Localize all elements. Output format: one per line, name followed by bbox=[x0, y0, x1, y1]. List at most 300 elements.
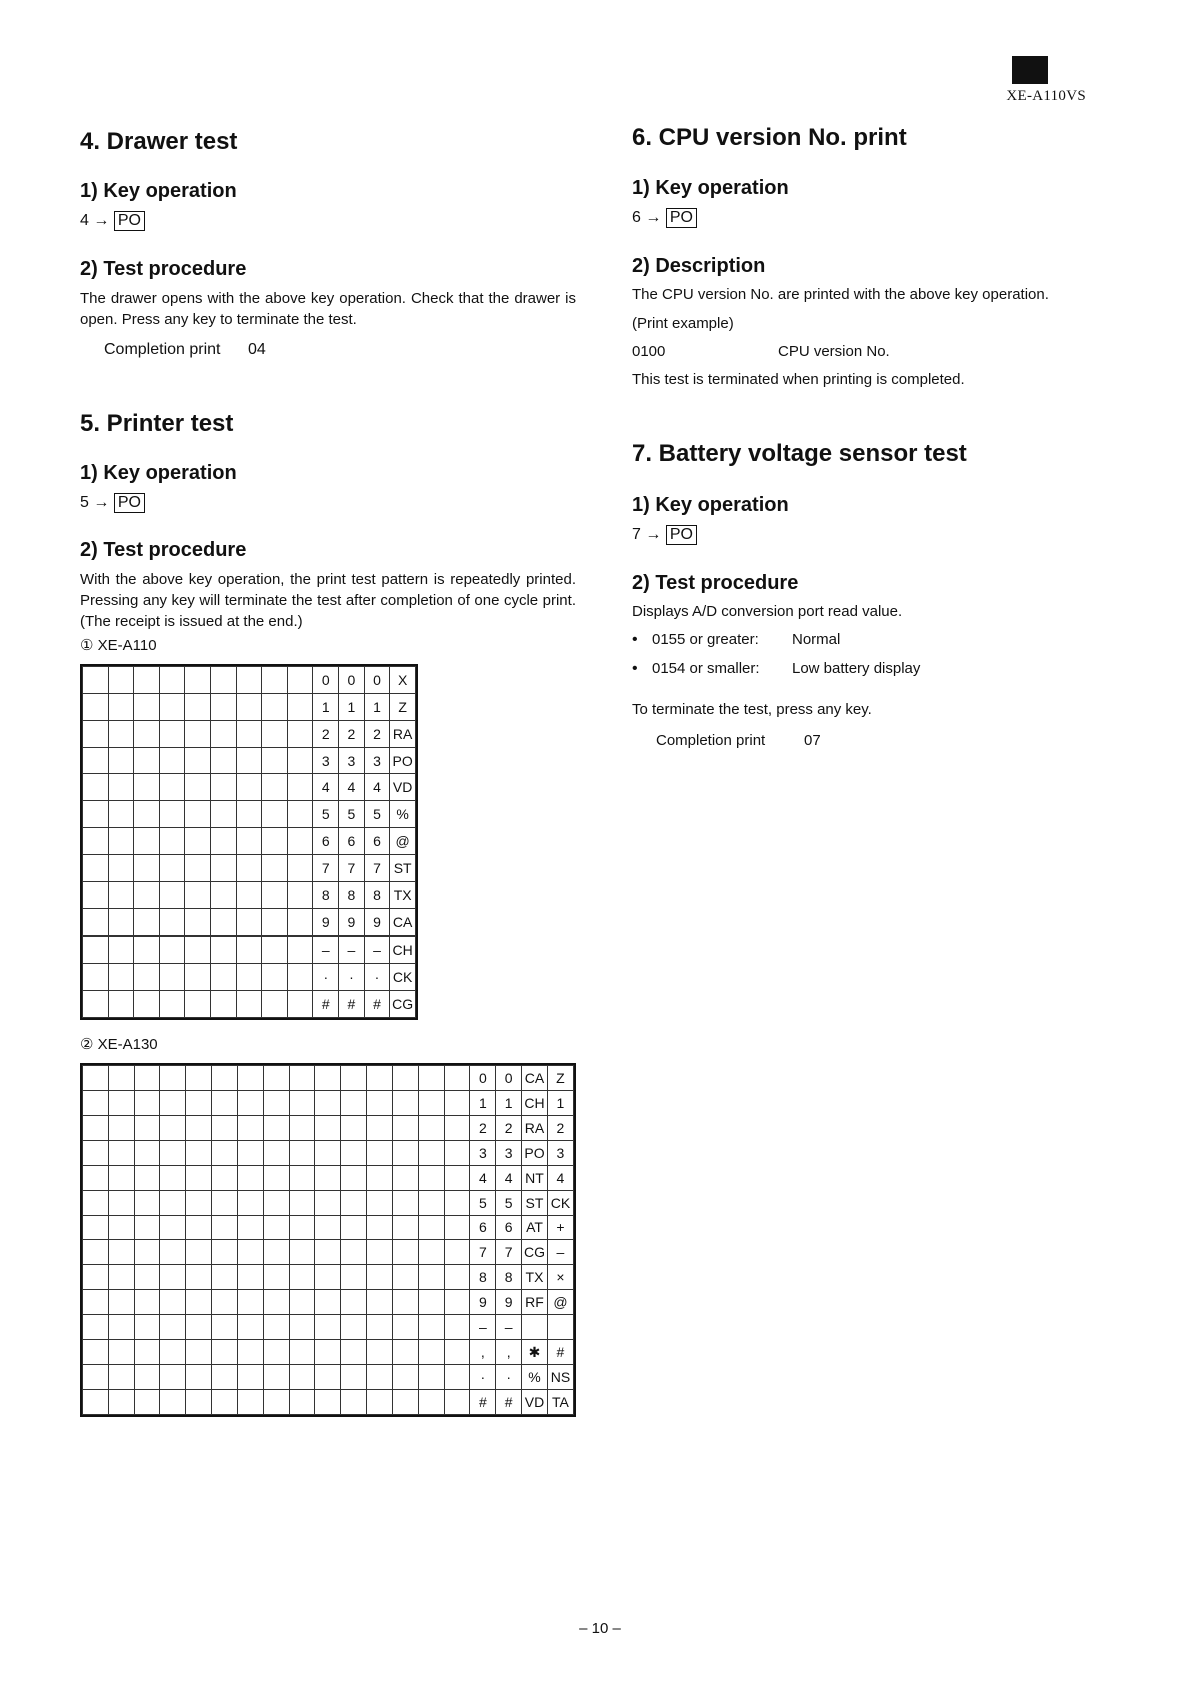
grid-empty-cell bbox=[237, 1389, 263, 1414]
grid-row bbox=[83, 1165, 574, 1190]
grid-empty-cell bbox=[134, 1115, 160, 1140]
grid-empty-cell bbox=[134, 1240, 160, 1265]
grid-empty-cell bbox=[134, 801, 160, 828]
grid-value-cell: # bbox=[339, 991, 365, 1018]
grid-value-cell: · bbox=[364, 964, 390, 991]
sec7-completion-label: Completion print bbox=[656, 732, 766, 749]
grid-row bbox=[83, 1215, 574, 1240]
grid-empty-cell bbox=[83, 1165, 109, 1190]
grid-empty-cell bbox=[134, 774, 160, 801]
grid-value-cell: ST bbox=[522, 1190, 548, 1215]
grid-empty-cell bbox=[237, 1290, 263, 1315]
grid-empty-cell bbox=[83, 774, 109, 801]
arrow-icon: → bbox=[93, 494, 110, 511]
grid-empty-cell bbox=[392, 1115, 418, 1140]
grid-empty-cell bbox=[134, 1389, 160, 1414]
grid-value-cell: NT bbox=[522, 1165, 548, 1190]
grid-empty-cell bbox=[418, 1340, 444, 1365]
grid-empty-cell bbox=[341, 1365, 367, 1390]
grid-empty-cell bbox=[237, 1115, 263, 1140]
grid-value-cell: 2 bbox=[313, 720, 339, 747]
grid-empty-cell bbox=[134, 720, 160, 747]
grid-value-cell: · bbox=[496, 1365, 522, 1390]
grid-value-cell: , bbox=[470, 1340, 496, 1365]
grid-empty-cell bbox=[134, 1340, 160, 1365]
sec4-proc-text: The drawer opens with the above key operation. Check that the drawer is open. Press any key to terminate the test. bbox=[80, 290, 576, 328]
sec4-title: 4. Drawer test bbox=[80, 128, 238, 155]
grid-empty-cell bbox=[108, 1140, 134, 1165]
print-pattern-grid-xe-a130 bbox=[80, 1063, 576, 1417]
grid-empty-cell bbox=[185, 881, 211, 908]
grid-empty-cell bbox=[134, 828, 160, 855]
grid-value-cell: CA bbox=[522, 1066, 548, 1091]
grid-value-cell: 1 bbox=[470, 1090, 496, 1115]
grid-empty-cell bbox=[392, 1265, 418, 1290]
grid-empty-cell bbox=[444, 1365, 470, 1390]
grid-empty-cell bbox=[185, 828, 211, 855]
grid-empty-cell bbox=[341, 1140, 367, 1165]
grid-empty-cell bbox=[289, 1090, 315, 1115]
grid-empty-cell bbox=[444, 1115, 470, 1140]
grid-empty-cell bbox=[160, 1066, 186, 1091]
grid-value-cell: VD bbox=[522, 1389, 548, 1414]
grid-empty-cell bbox=[211, 801, 237, 828]
grid-empty-cell bbox=[289, 1290, 315, 1315]
sec5-key-digit: 5 bbox=[80, 494, 89, 511]
grid-value-cell: 7 bbox=[313, 855, 339, 882]
grid-empty-cell bbox=[237, 1190, 263, 1215]
grid-empty-cell bbox=[185, 908, 211, 935]
grid-value-cell: 1 bbox=[339, 693, 365, 720]
grid-empty-cell bbox=[108, 774, 134, 801]
grid-empty-cell bbox=[83, 1066, 109, 1091]
grid-value-cell: , bbox=[496, 1340, 522, 1365]
grid-empty-cell bbox=[367, 1365, 393, 1390]
grid-empty-cell bbox=[444, 1240, 470, 1265]
grid-empty-cell bbox=[315, 1265, 341, 1290]
grid-value-cell: 1 bbox=[313, 693, 339, 720]
grid-empty-cell bbox=[444, 1265, 470, 1290]
grid-value-cell: 8 bbox=[339, 881, 365, 908]
grid-value-cell: 9 bbox=[470, 1290, 496, 1315]
grid-empty-cell bbox=[444, 1389, 470, 1414]
grid-row bbox=[83, 1290, 574, 1315]
grid-empty-cell bbox=[160, 1190, 186, 1215]
grid-row bbox=[83, 801, 416, 828]
grid-value-cell: CG bbox=[522, 1240, 548, 1265]
grid-empty-cell bbox=[392, 1340, 418, 1365]
grid-value-cell: – bbox=[313, 937, 339, 964]
grid-empty-cell bbox=[212, 1190, 238, 1215]
grid-value-cell: 7 bbox=[364, 855, 390, 882]
grid-value-cell bbox=[522, 1315, 548, 1340]
grid-empty-cell bbox=[160, 1340, 186, 1365]
grid-empty-cell bbox=[367, 1115, 393, 1140]
grid-empty-cell bbox=[185, 937, 211, 964]
grid-empty-cell bbox=[212, 1115, 238, 1140]
grid-empty-cell bbox=[315, 1215, 341, 1240]
sec6-title: 6. CPU version No. print bbox=[632, 124, 907, 151]
grid-value-cell: 7 bbox=[470, 1240, 496, 1265]
grid-empty-cell bbox=[108, 937, 134, 964]
grid-empty-cell bbox=[185, 855, 211, 882]
grid-value-cell: TA bbox=[547, 1389, 573, 1414]
grid-empty-cell bbox=[134, 1190, 160, 1215]
grid-value-cell: 5 bbox=[313, 801, 339, 828]
grid-empty-cell bbox=[134, 855, 160, 882]
grid-empty-cell bbox=[289, 1240, 315, 1265]
grid-empty-cell bbox=[186, 1315, 212, 1340]
grid-empty-cell bbox=[186, 1389, 212, 1414]
grid-empty-cell bbox=[108, 1240, 134, 1265]
sec4-key-operation bbox=[80, 211, 145, 231]
grid-value-cell: TX bbox=[390, 881, 416, 908]
grid-empty-cell bbox=[186, 1115, 212, 1140]
grid-empty-cell bbox=[159, 855, 185, 882]
grid-empty-cell bbox=[418, 1215, 444, 1240]
grid-value-cell: 7 bbox=[496, 1240, 522, 1265]
grid-empty-cell bbox=[83, 667, 109, 694]
sec6-example-value: 0100 bbox=[632, 343, 666, 360]
sec6-key-digit: 6 bbox=[632, 209, 641, 226]
grid-row bbox=[83, 1315, 574, 1340]
grid-value-cell: # bbox=[547, 1340, 573, 1365]
grid-empty-cell bbox=[444, 1315, 470, 1340]
grid-empty-cell bbox=[341, 1190, 367, 1215]
grid-empty-cell bbox=[263, 1315, 289, 1340]
grid-empty-cell bbox=[315, 1290, 341, 1315]
grid-empty-cell bbox=[289, 1115, 315, 1140]
grid-empty-cell bbox=[262, 693, 288, 720]
grid-empty-cell bbox=[108, 1066, 134, 1091]
grid-value-cell: 6 bbox=[364, 828, 390, 855]
grid-empty-cell bbox=[237, 1240, 263, 1265]
grid-value-cell: 4 bbox=[339, 774, 365, 801]
grid-empty-cell bbox=[287, 964, 313, 991]
grid-value-cell: NS bbox=[547, 1365, 573, 1390]
grid-value-cell: – bbox=[364, 937, 390, 964]
grid-empty-cell bbox=[392, 1090, 418, 1115]
grid-empty-cell bbox=[83, 1215, 109, 1240]
grid-empty-cell bbox=[289, 1215, 315, 1240]
sec6-desc-text: The CPU version No. are printed with the above key operation. bbox=[632, 286, 1049, 303]
grid-empty-cell bbox=[392, 1240, 418, 1265]
grid-row bbox=[83, 828, 416, 855]
grid-empty-cell bbox=[287, 693, 313, 720]
grid-row bbox=[83, 991, 416, 1018]
grid-row bbox=[83, 908, 416, 935]
sec6-terminate-text: This test is terminated when printing is completed. bbox=[632, 371, 965, 388]
grid-empty-cell bbox=[367, 1190, 393, 1215]
grid-empty-cell bbox=[185, 747, 211, 774]
page-number: – 10 – bbox=[579, 1620, 621, 1637]
grid-empty-cell bbox=[185, 774, 211, 801]
grid-value-cell: 0 bbox=[364, 667, 390, 694]
grid-value-cell: PO bbox=[522, 1140, 548, 1165]
grid-empty-cell bbox=[159, 720, 185, 747]
grid-empty-cell bbox=[186, 1290, 212, 1315]
grid-value-cell: + bbox=[547, 1215, 573, 1240]
grid-empty-cell bbox=[262, 964, 288, 991]
grid-empty-cell bbox=[211, 720, 237, 747]
grid-empty-cell bbox=[263, 1365, 289, 1390]
grid-empty-cell bbox=[262, 991, 288, 1018]
grid-empty-cell bbox=[392, 1365, 418, 1390]
grid-empty-cell bbox=[237, 1090, 263, 1115]
grid-empty-cell bbox=[159, 908, 185, 935]
grid-empty-cell bbox=[263, 1140, 289, 1165]
grid-empty-cell bbox=[392, 1290, 418, 1315]
grid-empty-cell bbox=[134, 1315, 160, 1340]
grid-empty-cell bbox=[159, 747, 185, 774]
grid-row bbox=[83, 881, 416, 908]
grid-empty-cell bbox=[83, 1340, 109, 1365]
grid-value-cell: CK bbox=[547, 1190, 573, 1215]
grid-empty-cell bbox=[185, 991, 211, 1018]
sec6-print-example: (Print example) bbox=[632, 315, 734, 332]
grid-value-cell: CA bbox=[390, 908, 416, 935]
grid-empty-cell bbox=[212, 1140, 238, 1165]
grid-empty-cell bbox=[134, 1215, 160, 1240]
sec5-model2-label: ② XE-A130 bbox=[80, 1036, 158, 1053]
grid-empty-cell bbox=[367, 1165, 393, 1190]
grid-empty-cell bbox=[237, 1066, 263, 1091]
grid-value-cell: 8 bbox=[364, 881, 390, 908]
grid-empty-cell bbox=[211, 828, 237, 855]
grid-empty-cell bbox=[211, 747, 237, 774]
grid-value-cell: 2 bbox=[470, 1115, 496, 1140]
grid-value-cell: 8 bbox=[470, 1265, 496, 1290]
grid-value-cell: 0 bbox=[470, 1066, 496, 1091]
grid-row bbox=[83, 1389, 574, 1414]
grid-value-cell: – bbox=[470, 1315, 496, 1340]
sec4-proc-heading: 2) Test procedure bbox=[80, 258, 247, 280]
grid-row bbox=[83, 667, 416, 694]
grid-value-cell: Z bbox=[390, 693, 416, 720]
grid-empty-cell bbox=[367, 1140, 393, 1165]
grid-empty-cell bbox=[108, 801, 134, 828]
grid-empty-cell bbox=[444, 1215, 470, 1240]
grid-empty-cell bbox=[237, 1340, 263, 1365]
grid-value-cell: # bbox=[364, 991, 390, 1018]
arrow-icon: → bbox=[645, 526, 662, 543]
grid-empty-cell bbox=[160, 1165, 186, 1190]
grid-empty-cell bbox=[159, 667, 185, 694]
grid-empty-cell bbox=[185, 667, 211, 694]
grid-empty-cell bbox=[211, 774, 237, 801]
header-black-block bbox=[1012, 56, 1048, 84]
grid-empty-cell bbox=[186, 1090, 212, 1115]
grid-empty-cell bbox=[83, 828, 109, 855]
grid-row bbox=[83, 774, 416, 801]
grid-value-cell: 0 bbox=[339, 667, 365, 694]
sec7-completion-value: 07 bbox=[804, 732, 821, 749]
grid-row bbox=[83, 1140, 574, 1165]
sec7-bullet-1-result: Normal bbox=[792, 631, 841, 648]
grid-value-cell: 8 bbox=[496, 1265, 522, 1290]
grid-row bbox=[83, 1090, 574, 1115]
sec5-proc-text: With the above key operation, the print test pattern is repeatedly printed. Pressing any key will terminate the test after completion of one cycle print. (The receipt is issued at the end.) bbox=[80, 571, 576, 630]
grid-empty-cell bbox=[160, 1240, 186, 1265]
grid-empty-cell bbox=[341, 1115, 367, 1140]
grid-empty-cell bbox=[212, 1389, 238, 1414]
grid-empty-cell bbox=[367, 1265, 393, 1290]
grid-empty-cell bbox=[418, 1165, 444, 1190]
grid-empty-cell bbox=[83, 1389, 109, 1414]
grid-empty-cell bbox=[83, 881, 109, 908]
grid-empty-cell bbox=[263, 1240, 289, 1265]
grid-empty-cell bbox=[83, 1240, 109, 1265]
po-key-icon: PO bbox=[666, 525, 697, 545]
grid-empty-cell bbox=[186, 1365, 212, 1390]
grid-empty-cell bbox=[108, 1315, 134, 1340]
grid-empty-cell bbox=[418, 1115, 444, 1140]
grid-empty-cell bbox=[134, 1290, 160, 1315]
grid-empty-cell bbox=[444, 1140, 470, 1165]
grid-row bbox=[83, 747, 416, 774]
grid-empty-cell bbox=[211, 667, 237, 694]
grid-value-cell: 9 bbox=[496, 1290, 522, 1315]
grid-empty-cell bbox=[392, 1389, 418, 1414]
grid-empty-cell bbox=[287, 774, 313, 801]
grid-row bbox=[83, 937, 416, 964]
grid-empty-cell bbox=[315, 1190, 341, 1215]
grid-empty-cell bbox=[108, 720, 134, 747]
grid-empty-cell bbox=[108, 1365, 134, 1390]
grid-empty-cell bbox=[315, 1090, 341, 1115]
grid-empty-cell bbox=[287, 855, 313, 882]
grid-empty-cell bbox=[237, 1140, 263, 1165]
grid-empty-cell bbox=[108, 1265, 134, 1290]
grid-value-cell: 3 bbox=[313, 747, 339, 774]
grid-empty-cell bbox=[83, 747, 109, 774]
grid-empty-cell bbox=[289, 1066, 315, 1091]
grid-value-cell: – bbox=[339, 937, 365, 964]
grid-empty-cell bbox=[263, 1389, 289, 1414]
grid-empty-cell bbox=[392, 1140, 418, 1165]
grid-empty-cell bbox=[212, 1290, 238, 1315]
grid-empty-cell bbox=[287, 881, 313, 908]
grid-empty-cell bbox=[287, 908, 313, 935]
grid-empty-cell bbox=[236, 774, 262, 801]
grid-empty-cell bbox=[108, 991, 134, 1018]
grid-empty-cell bbox=[444, 1340, 470, 1365]
grid-empty-cell bbox=[237, 1315, 263, 1340]
grid-value-cell: 3 bbox=[496, 1140, 522, 1165]
grid-empty-cell bbox=[186, 1340, 212, 1365]
grid-empty-cell bbox=[212, 1215, 238, 1240]
po-key-icon: PO bbox=[114, 211, 145, 231]
sec7-proc-text: Displays A/D conversion port read value. bbox=[632, 603, 903, 620]
grid-empty-cell bbox=[83, 908, 109, 935]
grid-empty-cell bbox=[212, 1090, 238, 1115]
grid-empty-cell bbox=[289, 1265, 315, 1290]
grid-empty-cell bbox=[185, 801, 211, 828]
grid-empty-cell bbox=[83, 991, 109, 1018]
grid-empty-cell bbox=[367, 1290, 393, 1315]
grid-empty-cell bbox=[159, 828, 185, 855]
grid-value-cell: 5 bbox=[496, 1190, 522, 1215]
grid-value-cell: 4 bbox=[313, 774, 339, 801]
grid-empty-cell bbox=[289, 1340, 315, 1365]
grid-value-cell: TX bbox=[522, 1265, 548, 1290]
model-number: XE-A110VS bbox=[1006, 88, 1086, 104]
sec5-key-operation bbox=[80, 493, 145, 513]
grid-empty-cell bbox=[263, 1165, 289, 1190]
grid-empty-cell bbox=[367, 1066, 393, 1091]
grid-value-cell: AT bbox=[522, 1215, 548, 1240]
grid-empty-cell bbox=[289, 1365, 315, 1390]
grid-empty-cell bbox=[134, 964, 160, 991]
grid-empty-cell bbox=[236, 801, 262, 828]
sec7-terminate-text: To terminate the test, press any key. bbox=[632, 701, 872, 718]
grid-empty-cell bbox=[160, 1365, 186, 1390]
grid-empty-cell bbox=[108, 881, 134, 908]
grid-empty-cell bbox=[185, 720, 211, 747]
grid-empty-cell bbox=[289, 1389, 315, 1414]
grid-empty-cell bbox=[444, 1290, 470, 1315]
grid-empty-cell bbox=[211, 964, 237, 991]
grid-value-cell: % bbox=[390, 801, 416, 828]
grid-empty-cell bbox=[315, 1365, 341, 1390]
grid-empty-cell bbox=[83, 855, 109, 882]
grid-empty-cell bbox=[367, 1315, 393, 1340]
grid-empty-cell bbox=[315, 1315, 341, 1340]
grid-empty-cell bbox=[287, 937, 313, 964]
sec4-key-heading: 1) Key operation bbox=[80, 180, 237, 202]
grid-value-cell: # bbox=[496, 1389, 522, 1414]
grid-empty-cell bbox=[159, 774, 185, 801]
grid-value-cell: RA bbox=[390, 720, 416, 747]
grid-value-cell: CG bbox=[390, 991, 416, 1018]
grid-empty-cell bbox=[108, 747, 134, 774]
grid-row bbox=[83, 1115, 574, 1140]
grid-empty-cell bbox=[263, 1340, 289, 1365]
grid-empty-cell bbox=[159, 881, 185, 908]
grid-empty-cell bbox=[83, 693, 109, 720]
grid-empty-cell bbox=[160, 1140, 186, 1165]
grid-empty-cell bbox=[341, 1090, 367, 1115]
grid-empty-cell bbox=[289, 1315, 315, 1340]
grid-empty-cell bbox=[159, 937, 185, 964]
grid-empty-cell bbox=[83, 720, 109, 747]
grid-empty-cell bbox=[211, 881, 237, 908]
grid-empty-cell bbox=[160, 1315, 186, 1340]
grid-value-cell: 1 bbox=[364, 693, 390, 720]
po-key-icon: PO bbox=[114, 493, 145, 513]
grid-value-cell: PO bbox=[390, 747, 416, 774]
grid-empty-cell bbox=[108, 828, 134, 855]
grid-empty-cell bbox=[392, 1215, 418, 1240]
grid-empty-cell bbox=[134, 1090, 160, 1115]
grid-empty-cell bbox=[212, 1315, 238, 1340]
grid-empty-cell bbox=[367, 1340, 393, 1365]
grid-empty-cell bbox=[212, 1240, 238, 1265]
grid-empty-cell bbox=[83, 1315, 109, 1340]
grid-empty-cell bbox=[262, 881, 288, 908]
sec6-desc-heading: 2) Description bbox=[632, 255, 766, 277]
grid-empty-cell bbox=[444, 1165, 470, 1190]
grid-value-cell: 8 bbox=[313, 881, 339, 908]
grid-empty-cell bbox=[134, 1365, 160, 1390]
sec4-completion-value: 04 bbox=[248, 341, 266, 358]
grid-value-cell: RF bbox=[522, 1290, 548, 1315]
grid-row bbox=[83, 855, 416, 882]
grid-value-cell: 3 bbox=[470, 1140, 496, 1165]
sec7-proc-heading: 2) Test procedure bbox=[632, 572, 799, 594]
grid-value-cell: · bbox=[470, 1365, 496, 1390]
grid-value-cell: 6 bbox=[313, 828, 339, 855]
